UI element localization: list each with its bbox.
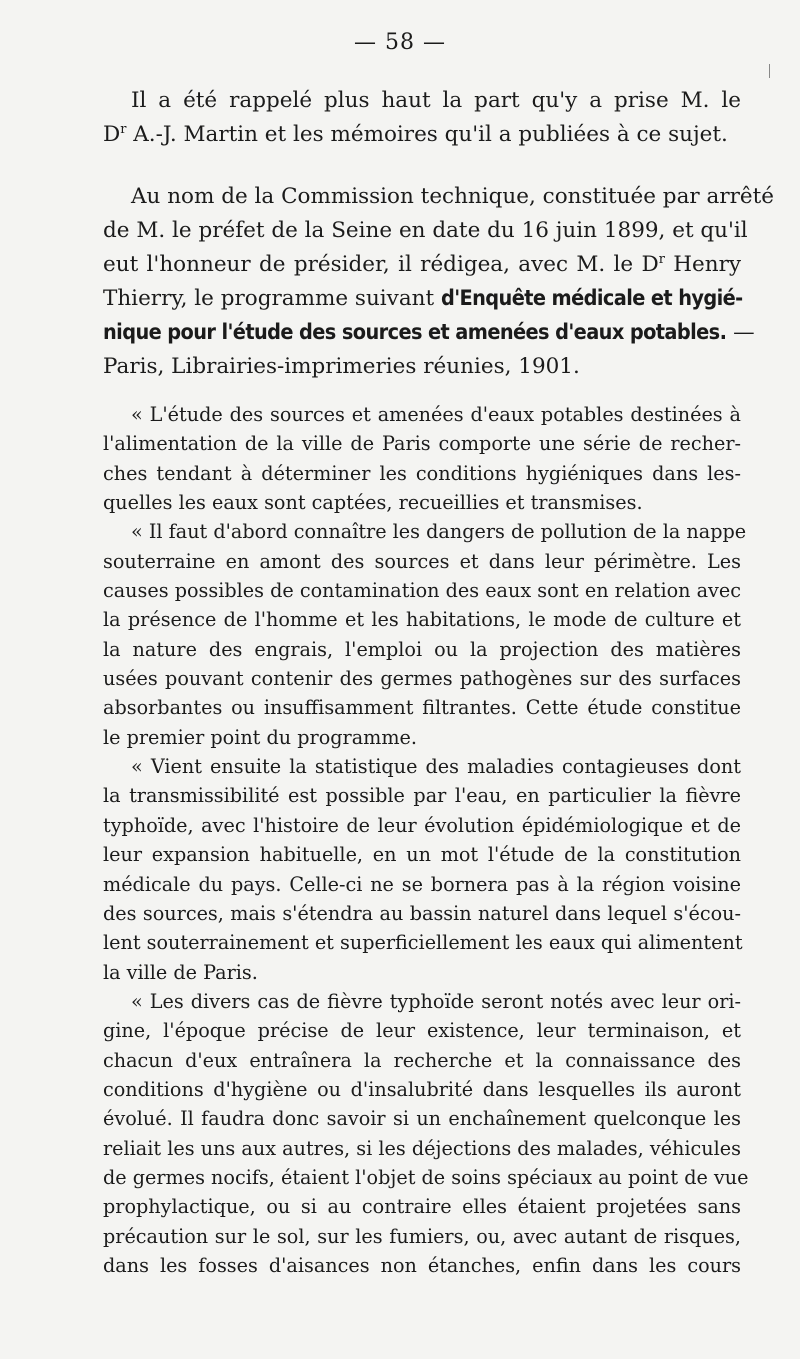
- text-line: conditions d'hygiène ou d'insalubrité dans lesquelles ils auront: [103, 1077, 741, 1101]
- text-line: Paris, Librairies-imprimeries réunies, 1901.: [103, 354, 580, 379]
- text-line: la ville de Paris.: [103, 960, 258, 984]
- text-line: « L'étude des sources et amenées d'eaux potables destinées à: [131, 403, 741, 426]
- quote-block: [103, 400, 749, 1280]
- text-line: quelles les eaux sont captées, recueillies et transmises.: [103, 491, 643, 515]
- text-line: absorbantes ou insuffisamment filtrantes. Cette étude constitue: [103, 696, 741, 720]
- text-line: la présence de l'homme et les habitations, le mode de culture et: [103, 608, 741, 632]
- text-line: causes possibles de contamination des eaux sont en relation avec: [103, 579, 741, 603]
- quote-paragraph-2: [103, 517, 747, 752]
- text-line: nique pour l'étude des sources et amenées d'eaux potables. —: [103, 320, 755, 345]
- text-line: dans les fosses d'aisances non étanches, enfin dans les cours: [103, 1253, 741, 1277]
- text-line: « Il faut d'abord connaître les dangers de pollution de la nappe: [131, 520, 747, 544]
- text-line: évolué. Il faudra donc savoir si un enchaînement quelconque les: [103, 1107, 741, 1131]
- text-line: Au nom de la Commission technique, constituée par arrêté: [131, 184, 774, 209]
- text-line: Thierry, le programme suivant d'Enquête médicale et hygié-: [103, 286, 743, 311]
- text-line: Il a été rappelé plus haut la part qu'y a prise M. le: [131, 88, 741, 113]
- text-line: « Vient ensuite la statistique des maladies contagieuses dont: [131, 755, 741, 779]
- text-line: médicale du pays. Celle-ci ne se bornera pas à la région voisine: [103, 872, 741, 896]
- bold-title: d'Enquête médicale et hygié-: [440, 286, 743, 311]
- text-line: la transmissibilité est possible par l'eau, en particulier la fièvre: [103, 784, 741, 808]
- text-line: usées pouvant contenir des germes pathogènes sur des surfaces: [103, 667, 741, 691]
- text-line: souterraine en amont des sources et dans leur périmètre. Les: [103, 549, 741, 573]
- text-line: précaution sur le sol, sur les fumiers, ou, avec autant de risques,: [103, 1224, 741, 1248]
- text-line: ches tendant à déterminer les conditions hygiéniques dans les-: [103, 461, 741, 485]
- text-line: $D^r$ A.-J. Martin et les mémoires qu'il a publiées à ce sujet.: [103, 121, 728, 147]
- text-line: typhoïde, avec l'histoire de leur évolution épidémiologique et de: [103, 813, 741, 837]
- text-line: chacun d'eux entraînera la recherche et la connaissance des: [103, 1048, 741, 1072]
- quote-paragraph-4: [103, 987, 749, 1280]
- text-line: de germes nocifs, étaient l'objet de soins spéciaux au point de vue: [103, 1165, 749, 1189]
- text-line: « Les divers cas de fièvre typhoïde seront notés avec leur ori-: [131, 989, 741, 1013]
- text-line: eut l'honneur de présider, il rédigea, avec M. le $D^r$ Henry: [103, 251, 742, 277]
- text-line: des sources, mais s'étendra au bassin naturel dans lequel s'écou-: [103, 901, 741, 925]
- margin-mark: [769, 64, 770, 78]
- quote-paragraph-1: [103, 400, 741, 517]
- quote-paragraph-3: [103, 752, 741, 987]
- text-line: la nature des engrais, l'emploi ou la projection des matières: [103, 637, 741, 661]
- bold-title: nique pour l'étude des sources et amenées d'eaux potables.: [103, 320, 727, 345]
- intro-paragraph-2: [103, 180, 774, 384]
- text-line: le premier point du programme.: [103, 725, 417, 749]
- page-number: — 58 —: [354, 30, 446, 55]
- intro-paragraph-1: [103, 84, 741, 152]
- text-line: prophylactique, ou si au contraire elles étaient projetées sans: [103, 1195, 741, 1219]
- text-line: lent souterrainement et superficiellement les eaux qui alimentent: [103, 931, 743, 955]
- text-line: de M. le préfet de la Seine en date du 16 juin 1899, et qu'il: [103, 218, 748, 243]
- text-line: l'alimentation de la ville de Paris comporte une série de recher-: [103, 432, 741, 456]
- text-line: reliait les uns aux autres, si les déjections des malades, véhicules: [103, 1136, 741, 1160]
- text-line: leur expansion habituelle, en un mot l'étude de la constitution: [103, 843, 741, 867]
- text-line: gine, l'époque précise de leur existence, leur terminaison, et: [103, 1019, 741, 1043]
